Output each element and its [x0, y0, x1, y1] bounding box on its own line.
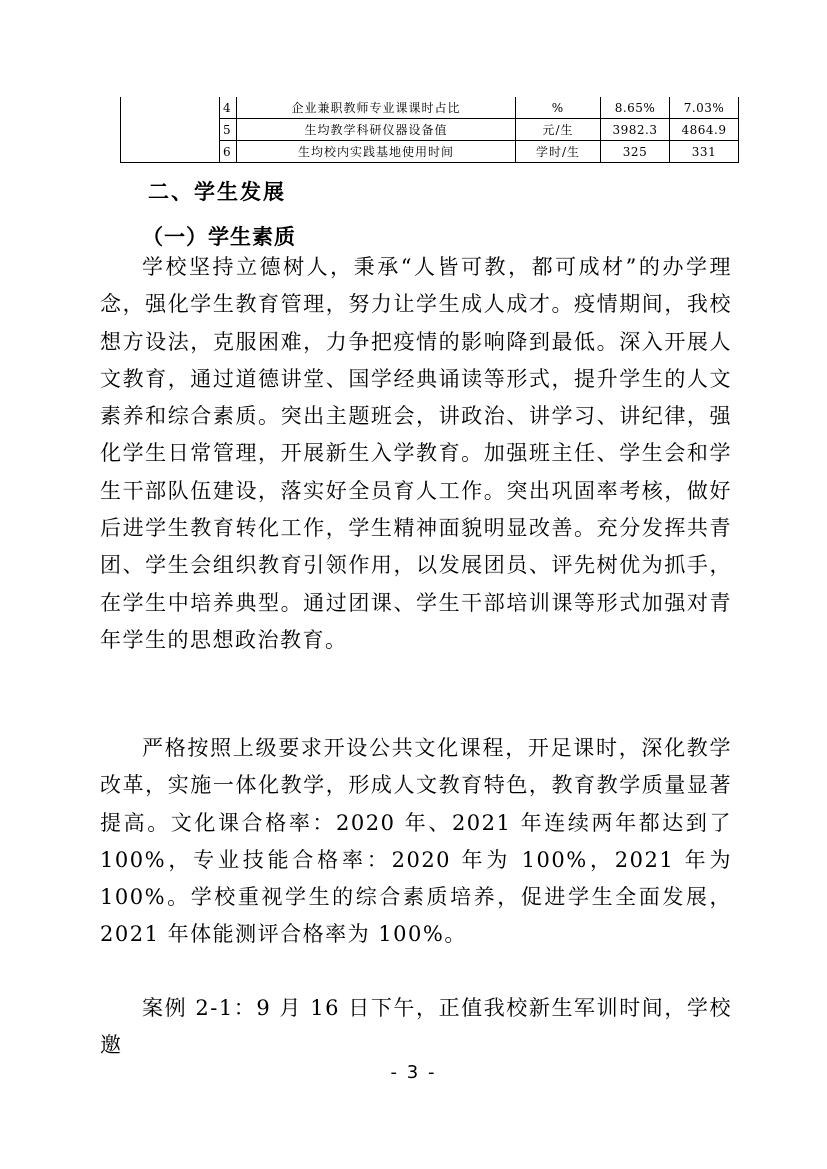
table-cell-no: 4: [220, 97, 237, 119]
table-cell-item: 企业兼职教师专业课课时占比: [237, 97, 516, 119]
table-cell-item: 生均教学科研仪器设备值: [237, 119, 516, 141]
table-cell-no: 5: [220, 119, 237, 141]
table-cell-2020: 3982.3: [601, 119, 670, 141]
indicator-table: [120, 97, 739, 163]
page-number: - 3 -: [390, 1062, 437, 1083]
table-cell-unit: %: [516, 97, 601, 119]
table-cell-item: 生均校内实践基地使用时间: [237, 141, 516, 163]
table-cell-no: 6: [220, 141, 237, 163]
section-heading: 二、学生发展: [148, 180, 286, 204]
subsection-heading: （一）学生素质: [142, 225, 296, 249]
paragraph-pass-rates: 严格按照上级要求开设公共文化课程，开足课时，深化教学改革，实施一体化教学，形成人文教育特色，教育教学质量显著提高。文化课合格率：2020 年、2021 年连续两年都达到了 100%，专业技能合格率：2020 年为 100%，2021 年为 100%。学校重视学生的综合素质培养，促进学生全面发展，2021 年体能测评合格率为 100%。: [100, 736, 732, 947]
table-cell-2021: 4864.9: [670, 119, 739, 141]
table-cell-2020: 8.65%: [601, 97, 670, 119]
table-row: [121, 97, 739, 119]
table-cell-unit: 学时/生: [516, 141, 601, 163]
table-cell-2021: 331: [670, 141, 739, 163]
table-cell-2021: 7.03%: [670, 97, 739, 119]
table-cell-category: [121, 97, 220, 163]
table-cell-unit: 元/生: [516, 119, 601, 141]
paragraph-case-2-1: 案例 2-1：9 月 16 日下午，正值我校新生军训时间，学校邀: [100, 996, 732, 1058]
table-cell-2020: 325: [601, 141, 670, 163]
paragraph-student-quality: 学校坚持立德树人，秉承“人皆可教，都可成材”的办学理念，强化学生教育管理，努力让学生成人成才。疫情期间，我校想方设法，克服困难，力争把疫情的影响降到最低。深入开展人文教育，通过道德讲堂、国学经典诵读等形式，提升学生的人文素养和综合素质。突出主题班会，讲政治、讲学习、讲纪律，强化学生日常管理，开展新生入学教育。加强班主任、学生会和学生干部队伍建设，落实好全员育人工作。突出巩固率考核，做好后进学生教育转化工作，学生精神面貌明显改善。充分发挥共青团、学生会组织教育引领作用，以发展团员、评先树优为抓手，在学生中培养典型。通过团课、学生干部培训课等形式加强对青年学生的思想政治教育。: [100, 255, 732, 652]
